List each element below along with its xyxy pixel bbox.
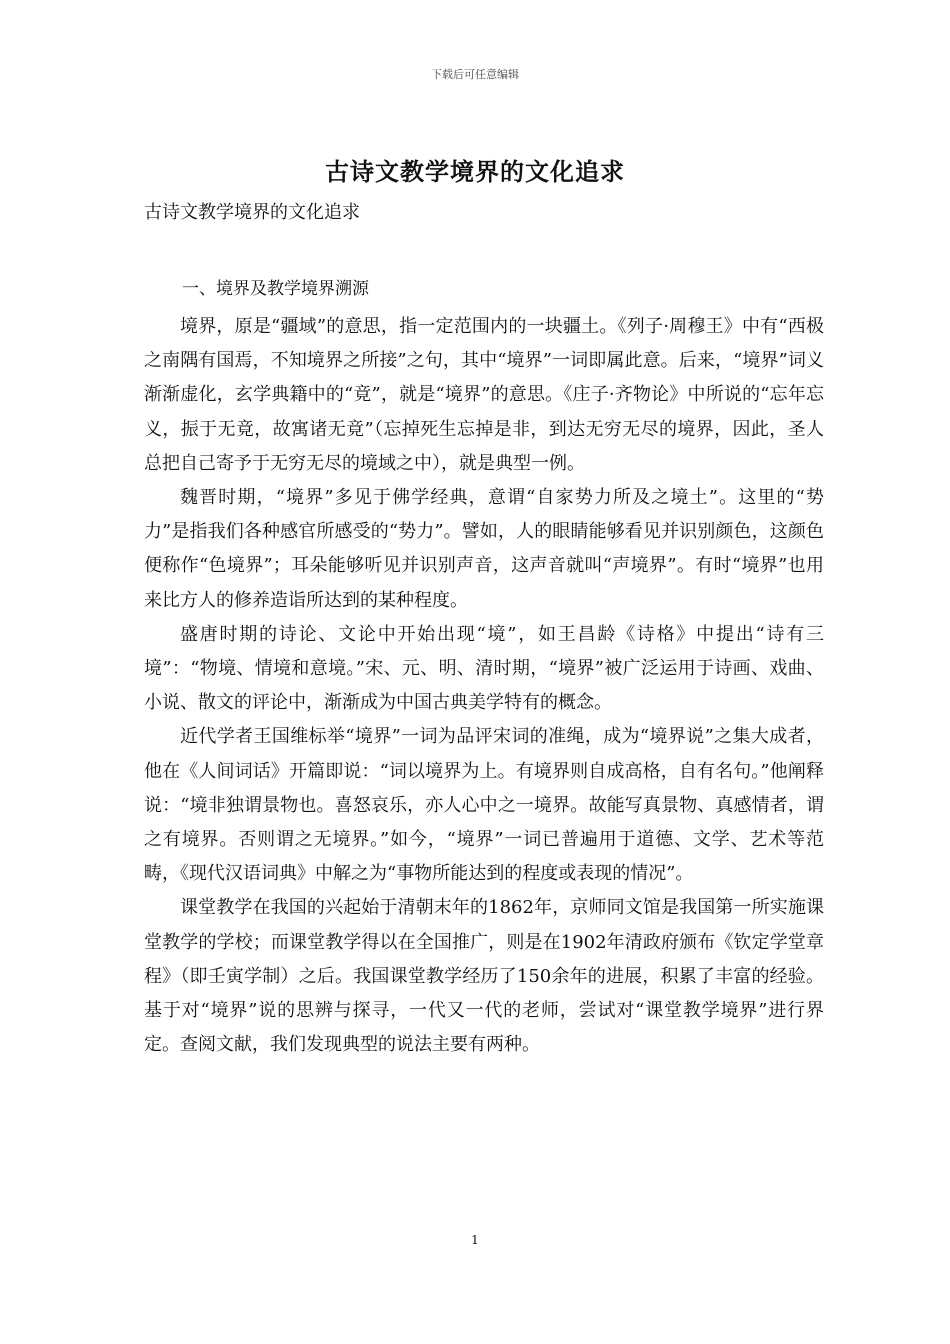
paragraph: 境界，原是“疆域”的意思，指一定范围内的一块疆土。《列子·周穆王》中有“西极之南隅有国焉，不知境界之所接”之句，其中“境界”一词即属此意。后来，“境界”词义渐渐虚化，玄学典籍中的“竟”，就是“境界”的意思。《庄子·齐物论》中所说的“忘年忘义，振于无竟，故寓诸无竟”（忘掉死生忘掉是非，到达无穷无尽的境界，因此，圣人总把自己寄予于无穷无尽的境域之中），就是典型一例。 <box>144 316 824 474</box>
document-subtitle: 古诗文教学境界的文化追求 <box>144 202 360 223</box>
paragraph: 盛唐时期的诗论、文论中开始出现“境”，如王昌龄《诗格》中提出“诗有三境”：“物境、情境和意境。”宋、元、明、清时期，“境界”被广泛运用于诗画、戏曲、小说、散文的评论中，渐渐成为中国古典美学特有的概念。 <box>144 623 824 714</box>
body-text <box>144 310 824 1062</box>
paragraph: 课堂教学在我国的兴起始于清朝末年的1862年，京师同文馆是我国第一所实施课堂教学的学校；而课堂教学得以在全国推广，则是在1902年清政府颁布《钦定学堂章程》（即壬寅学制）之后。我国课堂教学经历了150余年的进展，积累了丰富的经验。基于对“境界”说的思辨与探寻，一代又一代的老师，尝试对“课堂教学境界”进行界定。查阅文献，我们发现典型的说法主要有两种。 <box>144 897 824 1056</box>
header-note: 下载后可任意编辑 <box>431 68 519 81</box>
section-heading: 一、境界及教学境界溯源 <box>182 279 369 299</box>
document-title: 古诗文教学境界的文化追求 <box>325 157 625 186</box>
paragraph: 魏晋时期，“境界”多见于佛学经典，意谓“自家势力所及之境土”。这里的“势力”是指我们各种感官所感受的“势力”。譬如，人的眼睛能够看见并识别颜色，这颜色便称作“色境界”；耳朵能够听见并识别声音，这声音就叫“声境界”。有时“境界”也用来比方人的修养造诣所达到的某种程度。 <box>144 487 824 611</box>
paragraph: 近代学者王国维标举“境界”一词为品评宋词的准绳，成为“境界说”之集大成者，他在《人间词话》开篇即说：“词以境界为上。有境界则自成高格，自有名句。”他阐释说：“境非独谓景物也。喜怒哀乐，亦人心中之一境界。故能写真景物、真感情者，谓之有境界。否则谓之无境界。”如今，“境界”一词已普遍用于道德、文学、艺术等范畴，《现代汉语词典》中解之为“事物所能达到的程度或表现的情况”。 <box>144 726 824 885</box>
page-number: 1 <box>471 1233 479 1247</box>
